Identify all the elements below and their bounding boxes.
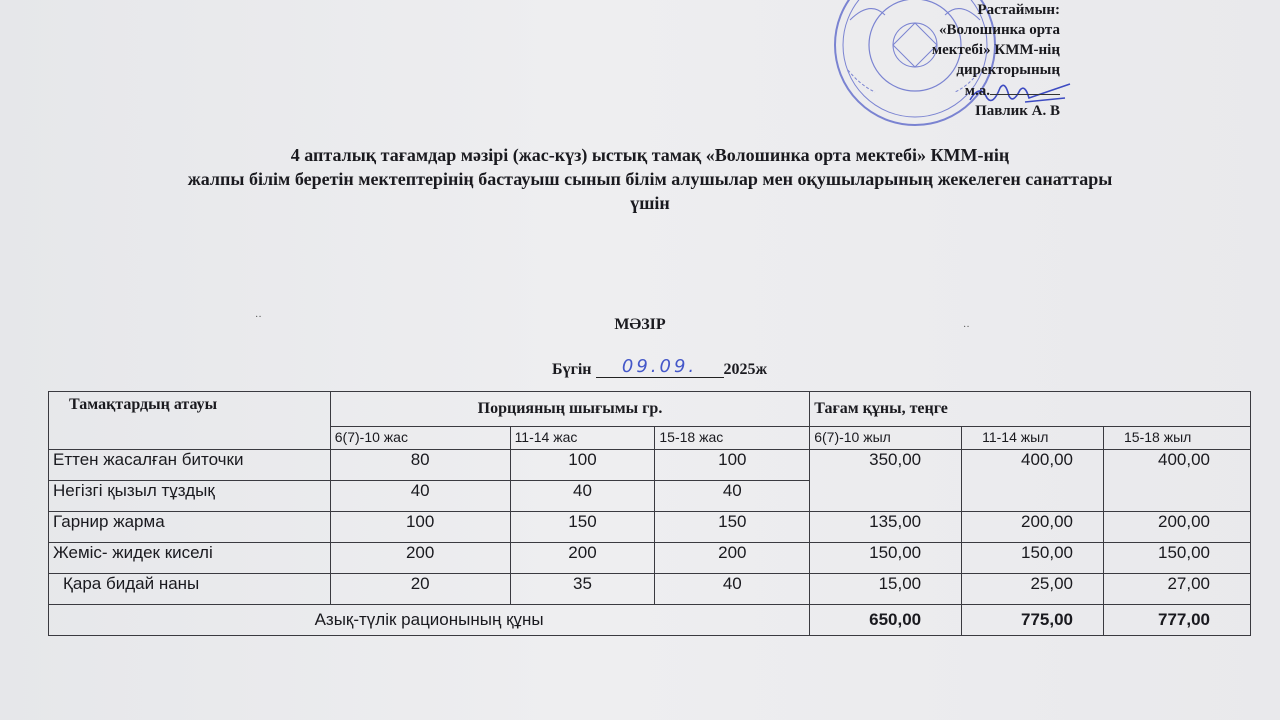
dish-name: Негізгі қызыл тұздық — [49, 481, 331, 512]
approval-line: мектебі» КММ-нің — [931, 42, 1060, 58]
approval-line: «Волошинка орта — [938, 22, 1060, 38]
portion-value: 150 — [655, 512, 810, 543]
header-dish-name: Тамақтардың атауы — [49, 392, 331, 450]
signature-line — [990, 80, 1060, 95]
approval-line: Растаймын: — [977, 2, 1060, 18]
portion-value: 200 — [330, 543, 510, 574]
approval-name: Павлик А. В — [975, 103, 1060, 119]
portion-age: 11-14 жас — [510, 427, 655, 450]
cost-age: 6(7)-10 жыл — [810, 427, 962, 450]
cost-value: 27,00 — [1104, 574, 1251, 605]
table-row — [49, 543, 1251, 574]
portion-age: 15-18 жас — [655, 427, 810, 450]
dish-name: Жеміс- жидек киселі — [49, 543, 331, 574]
total-value: 775,00 — [962, 605, 1104, 636]
cost-value: 150,00 — [810, 543, 962, 574]
cost-value: 150,00 — [1104, 543, 1251, 574]
portion-age: 6(7)-10 жас — [330, 427, 510, 450]
date-row — [552, 358, 767, 380]
date-suffix: 2025ж — [723, 361, 768, 378]
portion-value: 200 — [655, 543, 810, 574]
cost-value: 135,00 — [810, 512, 962, 543]
paper-speck: ·· — [255, 312, 262, 323]
cost-value: 400,00 — [1104, 450, 1251, 512]
portion-value: 80 — [330, 450, 510, 481]
table-row — [49, 450, 1251, 481]
approval-block — [880, 0, 1060, 121]
portion-value: 35 — [510, 574, 655, 605]
portion-value: 40 — [330, 481, 510, 512]
table-row — [49, 574, 1251, 605]
title-line: 4 апталық тағамдар мәзірі (жас-күз) ыстық тамақ «Волошинка орта мектебі» КММ-нің — [290, 145, 1010, 165]
total-value: 650,00 — [810, 605, 962, 636]
header-portion: Порцияның шығымы гр. — [330, 392, 809, 427]
total-row — [49, 605, 1251, 636]
cost-value: 150,00 — [962, 543, 1104, 574]
document-title — [40, 143, 1260, 215]
portion-value: 40 — [655, 481, 810, 512]
approval-line — [880, 80, 1060, 101]
title-line: үшін — [630, 193, 670, 213]
header-cost: Тағам құны, теңге — [810, 392, 1251, 427]
approval-line: директорының — [956, 62, 1060, 78]
cost-value: 350,00 — [810, 450, 962, 512]
table-row — [49, 512, 1251, 543]
menu-table — [48, 391, 1251, 636]
approval-role: м.а. — [964, 83, 990, 99]
dish-name: Гарнир жарма — [49, 512, 331, 543]
portion-value: 40 — [655, 574, 810, 605]
total-value: 777,00 — [1104, 605, 1251, 636]
cost-value: 200,00 — [962, 512, 1104, 543]
portion-value: 100 — [510, 450, 655, 481]
portion-value: 40 — [510, 481, 655, 512]
dish-name: Еттен жасалған биточки — [49, 450, 331, 481]
cost-age: 11-14 жыл — [962, 427, 1104, 450]
paper-speck: ·· — [963, 322, 970, 333]
portion-value: 20 — [330, 574, 510, 605]
portion-value: 200 — [510, 543, 655, 574]
portion-value: 100 — [330, 512, 510, 543]
cost-value: 400,00 — [962, 450, 1104, 512]
total-label: Азық-түлік рационының құны — [49, 605, 810, 636]
table-header-row — [49, 392, 1251, 427]
menu-heading: МӘЗІР — [614, 316, 666, 333]
title-line: жалпы білім беретін мектептерінің бастауыш сынып білім алушылар мен оқушыларының жекелеген санаттары — [187, 169, 1113, 189]
portion-value: 100 — [655, 450, 810, 481]
dish-name: Қара бидай наны — [49, 574, 331, 605]
cost-value: 25,00 — [962, 574, 1104, 605]
cost-value: 200,00 — [1104, 512, 1251, 543]
date-prefix: Бүгін — [552, 361, 592, 378]
cost-age: 15-18 жыл — [1104, 427, 1251, 450]
cost-value: 15,00 — [810, 574, 962, 605]
date-handwritten: 09.09. — [596, 356, 724, 378]
portion-value: 150 — [510, 512, 655, 543]
